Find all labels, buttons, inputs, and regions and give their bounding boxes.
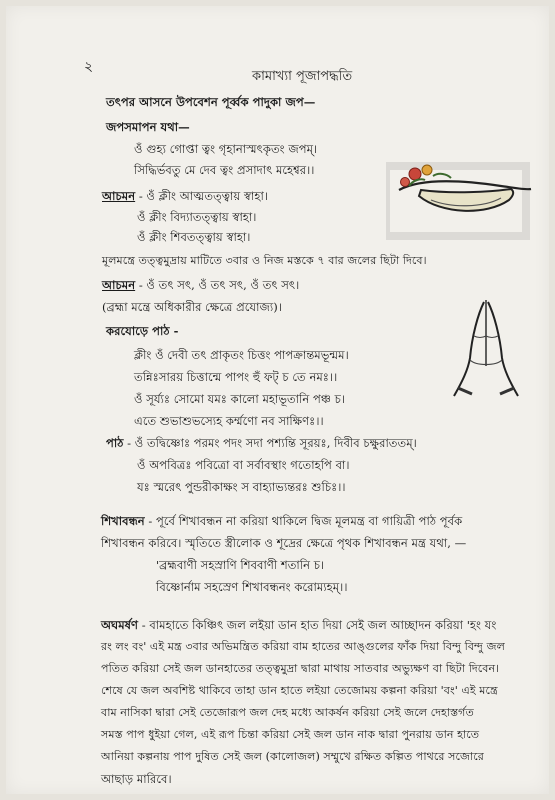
text-line: ওঁ অপবিত্রঃ পবিত্রো বা সর্বাবস্থাং গতোহপি বা। — [137, 458, 350, 472]
text-line — [101, 514, 462, 528]
text-line — [102, 189, 268, 203]
text-line: রং লং বং' এই মন্ত্র ৩বার অভিমন্ত্রিত করিয়া বাম হাতের আঙ্গুলের ফাঁক দিয়া বিন্দু বিন্দু জল — [101, 640, 505, 653]
inline-text: - ওঁ ক্লীং আত্মতত্ত্বায় স্বাহা। — [135, 189, 268, 203]
text-line: বাম নাসিকা দ্বারা সেই তেজোরূপ জল দেহ মধ্যে আকর্ষন করিয়া সেই জলে দেহাস্তর্গত — [101, 706, 474, 719]
text-line: পতিত করিয়া সেই জল ডানহাতের তত্ত্বমুদ্রা দ্বারা মাথায় সাতবার অভ্যুক্ষণ বা ছিটা দিবেন। — [101, 662, 500, 675]
text-line: ওঁ ক্লীং শিবতত্ত্বায় স্বাহা। — [137, 230, 251, 244]
text-line: যঃ স্মরেৎ পুন্ডরীকাক্ষং স বাহ্যাভ্যন্তরঃ শুচিঃ।। — [137, 480, 346, 494]
text-line: এতে শুভাশুভস্যেহ কর্ম্মণো নব সাক্ষিণঃ।। — [134, 414, 324, 428]
text-line: আনিয়া কল্পনায় পাপ দুষিত সেই জল (কালোজল) সম্মুখে রক্ষিত কল্পিত পাথরে সজোরে — [101, 750, 484, 763]
text-line: 'ব্রহ্মবাণী সহস্রাণি শিববাণী শতানি চ। — [156, 558, 325, 572]
text-line — [106, 436, 417, 450]
text-line: ওঁ গুহ্য গোপ্তা ত্বং গৃহানাস্মৎকৃতং জপম্। — [134, 142, 318, 156]
inline-heading: অঘমর্ষণ — [101, 618, 139, 632]
inline-heading: আচমন — [102, 278, 136, 292]
text-line: আছাড় মারিবে। — [101, 772, 172, 786]
page-number: ২ — [84, 59, 94, 75]
text-line: ওঁ ক্লীং বিদ্যাতত্ত্বায় স্বাহা। — [137, 210, 257, 224]
inline-text: - বামহাতে কিঞ্চিৎ জল লইয়া ডান হাত দিয়া সেই জল আচ্ছাদন করিয়া 'হং যং — [138, 618, 497, 632]
text-line: সমস্ত পাপ ধুইয়া গেল, এই রূপ চিন্তা করিয়া সেই জল ডান নাক দ্বারা পুনরায় ডান হাতে — [101, 728, 480, 741]
text-line: জপসমাপন যথা— — [106, 120, 190, 134]
inline-heading: শিখাবন্ধন — [101, 514, 145, 528]
book-page — [6, 6, 549, 794]
text-line: ক্লীং ওঁ দেবী তৎ প্রাকৃতং চিত্তং পাপক্রান্তমভূন্মম। — [134, 348, 349, 362]
text-line: তন্নিঃসারয় চিত্তান্মে পাপং হুঁ ফট্‌ চ তে নমঃ।। — [134, 370, 338, 384]
inline-text: - ওঁ তদ্বিষ্ণোঃ পরমং পদং সদা পশ্যন্তি সূরয়ঃ, দিবীব চক্ষুরাততম্। — [123, 436, 417, 450]
text-line: শেষে যে জল অবশিষ্ট থাকিবে তাহা ডান হাতে লইয়া তেজোময় কল্পনা করিয়া 'বং' এই মন্ত্রে — [101, 684, 498, 697]
text-line: সিদ্ধির্ভবতু মে দেব ত্বং প্রসাদাৎ মহেশ্বর।। — [134, 163, 315, 177]
text-line: বিষ্ণোর্নাম সহস্রেণ শিখাবন্ধনং করোম্যহম্।। — [156, 580, 348, 594]
kamandalu-flower-illustration — [391, 156, 536, 228]
text-line: মূলমন্ত্রে তত্ত্বমুদ্রায় মাটিতে ৩বার ও নিজ মস্তকে ৭ বার জলের ছিটা দিবে। — [102, 254, 427, 267]
text-line: শিখাবন্ধন করিবে। স্মৃতিতে স্ত্রীলোক ও শূদ্রের ক্ষেত্রে পৃথক শিখাবন্ধন মন্ত্র যথা, — — [101, 536, 467, 550]
text-line: তৎপর আসনে উপবেশন পূর্ব্বক পাদুকা জপ— — [106, 95, 316, 109]
folded-hands-illustration — [446, 296, 526, 406]
inline-text: - ওঁ তৎ সৎ, ওঁ তৎ সৎ, ওঁ তৎ সৎ। — [135, 278, 300, 292]
text-line: (ব্রহ্মা মন্ত্রে অধিকারীর ক্ষেত্রে প্রযোজ্য)। — [102, 300, 282, 314]
text-line: ওঁ সূর্য্যঃ সোমো যমঃ কালো মহাভূতানি পঞ্চ চ। — [134, 392, 346, 406]
text-line — [101, 618, 496, 632]
page-header-title: কামাখ্যা পূজাপদ্ধতি — [252, 69, 353, 84]
inline-heading: পাঠ — [106, 436, 124, 450]
text-line — [102, 278, 299, 292]
inline-heading: আচমন — [102, 189, 136, 203]
text-line: করযোড়ে পাঠ - — [106, 324, 179, 338]
inline-text: - পূর্বে শিখাবন্ধন না করিয়া থাকিলে দ্বিজ মূলমন্ত্র বা গায়িত্রী পাঠ পূর্বক — [144, 514, 463, 528]
